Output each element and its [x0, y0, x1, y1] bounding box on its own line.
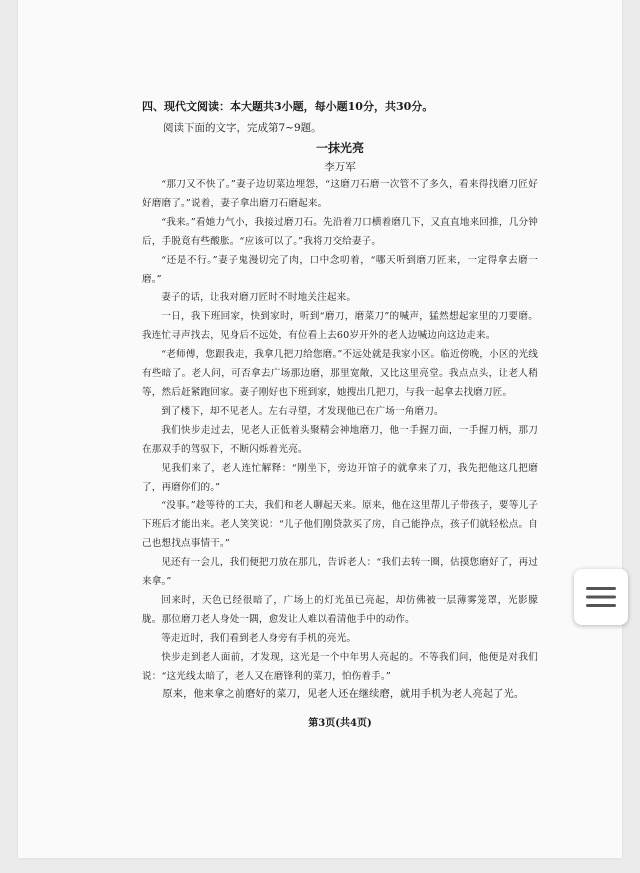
story-paragraph: 一日，我下班回家，快到家时，听到“磨刀，磨菜刀”的喊声，猛然想起家里的刀要磨。我连忙寻声找去，见身后不远处，有位看上去60岁开外的老人边喊边向这边走来。	[142, 311, 538, 342]
story-paragraph: “老师傅，您跟我走，我拿几把刀给您磨。”不远处就是我家小区。临近傍晚，小区的光线有些暗了。老人问，可否拿去广场那边磨，那里宽敞，又比这里亮堂。我点点头，让老人稍等，然后赶紧跑回家。妻子刚好也下班到家，她搜出几把刀，与我一起拿去找磨刀匠。	[142, 349, 538, 398]
story-paragraph: “我来。”看她力气小，我接过磨刀石。先沿着刀口横着磨几下，又直直地来回推，几分钟后，手脱竟有些酸胀。“应该可以了。”我将刀交给妻子。	[142, 216, 538, 247]
story-author: 李万军	[324, 161, 356, 173]
document-content	[142, 96, 538, 733]
story-paragraph: 原来，他来拿之前磨好的菜刀，见老人还在继续磨，就用手机为老人亮起了光。	[162, 689, 525, 701]
section-heading: 四、现代文阅读：本大题共3小题，每小题10分，共30分。	[142, 100, 434, 113]
menu-icon	[586, 585, 616, 609]
reading-instruction: 阅读下面的文字，完成第7~9题。	[163, 122, 322, 134]
story-paragraph: 到了楼下，却不见老人。左右寻望，才发现他已在广场一角磨刀。	[161, 405, 444, 417]
story-paragraph: 我们快步走过去，见老人正低着头聚精会神地磨刀，他一手握刀面，一手握刀柄，那刀在那双手的驾驭下，不断闪烁着光亮。	[142, 424, 538, 455]
story-paragraph: “那刀又不快了。”妻子边切菜边埋怨，“这磨刀石磨一次管不了多久，看来得找磨刀匠好好磨磨了。”说着，妻子拿出磨刀石磨起来。	[142, 179, 538, 209]
story-paragraph: “没事。”趁等待的工夫，我们和老人聊起天来。原来，他在这里帮儿子带孩子，要等儿子下班后才能出来。老人笑笑说：“儿子他们刚贷款买了房，自己能挣点，孩子们就轻松点。自己也想找点事情干。”	[142, 500, 538, 550]
story-paragraph: 见我们来了，老人连忙解释：“刚坐下，旁边开馆子的就拿来了刀，我先把他这几把磨了，再磨你们的。”	[142, 462, 538, 493]
story-paragraph: 快步走到老人面前，才发现，这光是一个中年男人亮起的。不等我们问，他便是对我们说：“这光线太暗了，老人又在磨锋利的菜刀，怕伤着手。”	[142, 651, 538, 682]
story-paragraph: “还是不行。”妻子鬼漫切完了肉，口中念叨着，“哪天听到磨刀匠来，一定得拿去磨一磨。”	[142, 254, 538, 285]
story-paragraph: 妻子的话，让我对磨刀匠时不时地关注起来。	[161, 292, 357, 304]
story-title: 一抹光亮	[315, 141, 364, 155]
story-paragraph: 见还有一会儿，我们便把刀放在那儿，告诉老人：“我们去转一圈，估摸您磨好了，再过来拿。”	[142, 557, 538, 588]
story-paragraph: 等走近时，我们看到老人身旁有手机的亮光。	[161, 632, 357, 644]
story-paragraph: 回来时，天色已经很暗了，广场上的灯光虽已亮起，却仿佛被一层薄雾笼罩，光影朦胧。那位磨刀老人身处一隅，愈发让人难以看清他手中的动作。	[142, 594, 538, 625]
floating-menu-button[interactable]	[574, 569, 628, 625]
document-page	[18, 0, 622, 858]
page-number: 第3页(共4页)	[308, 718, 372, 730]
